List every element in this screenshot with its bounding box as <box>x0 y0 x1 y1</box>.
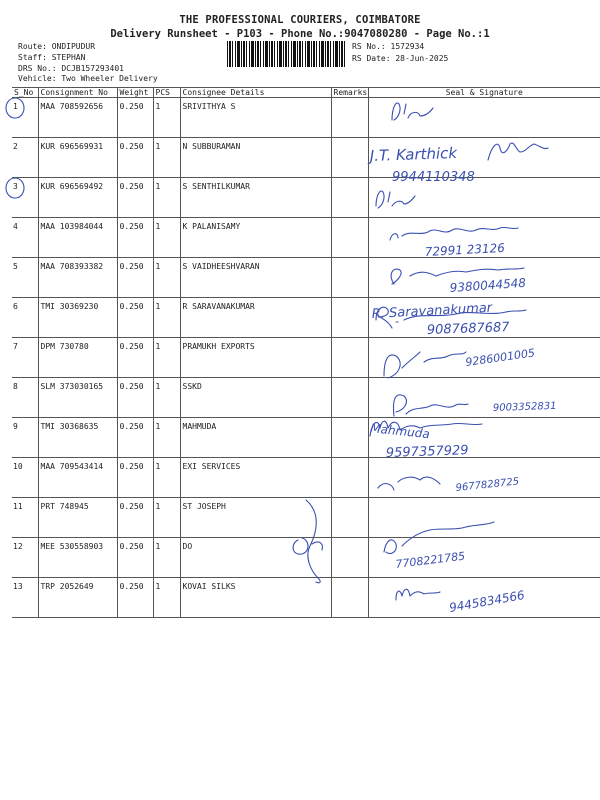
row-consignment-no: DPM 730780 <box>38 338 117 378</box>
row-weight: 0.250 <box>117 218 153 258</box>
signature-2-scribble <box>488 143 548 160</box>
company-title: THE PROFESSIONAL COURIERS, COIMBATORE <box>179 14 421 26</box>
signature-11-flourish <box>306 500 320 583</box>
row-consignment-no: TMI 30369230 <box>38 298 117 338</box>
row-consignee: KOVAI SILKS <box>180 578 331 618</box>
row-sno: 11 <box>12 498 38 538</box>
row-consignment-no: SLM 373030165 <box>38 378 117 418</box>
row-consignment-no: MEE 530558903 <box>38 538 117 578</box>
row-sno: 9 <box>12 418 38 458</box>
route-label: Route: ONDIPUDUR <box>18 42 96 51</box>
row-sno: 6 <box>12 298 38 338</box>
row-pcs: 1 <box>153 498 180 538</box>
sig-12-phone: 7708221785 <box>394 549 466 571</box>
sig-4-phone: 72991 23126 <box>424 240 506 259</box>
row-pcs: 1 <box>153 578 180 618</box>
row-pcs: 1 <box>153 178 180 218</box>
row-pcs: 1 <box>153 98 180 138</box>
row-consignee: K PALANISAMY <box>180 218 331 258</box>
row-consignee: ST JOSEPH <box>180 498 331 538</box>
runsheet-subtitle: Delivery Runsheet - P103 - Phone No.:9047080280 - Page No.:1 <box>110 28 490 40</box>
row-sno: 5 <box>12 258 38 298</box>
drs-number: DRS No.: DCJB157293401 <box>18 64 124 73</box>
row-consignee: N SUBBURAMAN <box>180 138 331 178</box>
signature-13 <box>396 589 440 600</box>
row-pcs: 1 <box>153 378 180 418</box>
signature-1 <box>392 103 433 120</box>
row-pcs: 1 <box>153 138 180 178</box>
signature-12 <box>384 522 494 554</box>
row-consignment-no: MAA 708393382 <box>38 258 117 298</box>
col-sno: S_No <box>12 88 38 98</box>
row-weight: 0.250 <box>117 258 153 298</box>
row-consignee: DO <box>180 538 331 578</box>
row-pcs: 1 <box>153 298 180 338</box>
row-weight: 0.250 <box>117 138 153 178</box>
row-pcs: 1 <box>153 338 180 378</box>
row-consignment-no: TMI 30368635 <box>38 418 117 458</box>
row-sno: 4 <box>12 218 38 258</box>
sig-2-phone: 9944110348 <box>392 170 475 185</box>
row-consignment-no: MAA 709543414 <box>38 458 117 498</box>
sig-13-phone: 9445834566 <box>448 587 526 615</box>
row-weight: 0.250 <box>117 498 153 538</box>
row-sno: 3 <box>12 178 38 218</box>
row-consignment-no: KUR 696569492 <box>38 178 117 218</box>
rs-number: RS No.: 1572934 <box>352 42 425 51</box>
sno-circle-3 <box>6 178 24 198</box>
sig-8-phone: 9003352831 <box>492 400 557 414</box>
sig-9-name: Mahmuda <box>369 421 431 442</box>
col-pcs: PCS <box>153 88 180 98</box>
row-consignment-no: PRT 748945 <box>38 498 117 538</box>
sig-7-phone: 9286001005 <box>464 346 536 369</box>
row-consignee: MAHMUDA <box>180 418 331 458</box>
col-consignee: Consignee Details <box>180 88 331 98</box>
row-weight: 0.250 <box>117 458 153 498</box>
sig-9-phone: 9597357929 <box>385 443 469 461</box>
sig-2-name: J.T. Karthick <box>369 143 458 165</box>
row-consignee: SSKD <box>180 378 331 418</box>
row-pcs: 1 <box>153 218 180 258</box>
row-sno: 13 <box>12 578 38 618</box>
signature-10 <box>378 477 440 490</box>
sno-circle-1 <box>6 98 24 118</box>
row-sno: 8 <box>12 378 38 418</box>
row-pcs: 1 <box>153 258 180 298</box>
row-weight: 0.250 <box>117 98 153 138</box>
row-consignment-no: KUR 696569931 <box>38 138 117 178</box>
signature-7 <box>384 352 466 378</box>
col-consignment: Consignment No <box>38 88 117 98</box>
sig-5-phone: 9380044548 <box>449 275 527 295</box>
row-weight: 0.250 <box>117 298 153 338</box>
signature-8 <box>393 395 468 416</box>
row-sno: 7 <box>12 338 38 378</box>
rs-date: RS Date: 28-Jun-2025 <box>352 54 449 63</box>
row-consignee: S SENTHILKUMAR <box>180 178 331 218</box>
row-consignment-no: MAA 103984044 <box>38 218 117 258</box>
row-weight: 0.250 <box>117 578 153 618</box>
row-consignee: S VAIDHEESHVARAN <box>180 258 331 298</box>
row-sno: 12 <box>12 538 38 578</box>
signature-3 <box>376 191 415 208</box>
sig-6-phone: 9087687687 <box>426 320 510 338</box>
row-weight: 0.250 <box>117 378 153 418</box>
row-consignee: EXI SERVICES <box>180 458 331 498</box>
col-seal-signature: Seal & Signature <box>368 88 600 98</box>
row-consignee: PRAMUKH EXPORTS <box>180 338 331 378</box>
row-consignment-no: TRP 2052649 <box>38 578 117 618</box>
row-sno: 10 <box>12 458 38 498</box>
row-weight: 0.250 <box>117 538 153 578</box>
row-weight: 0.250 <box>117 178 153 218</box>
row-pcs: 1 <box>153 538 180 578</box>
col-remarks: Remarks <box>331 88 368 98</box>
row-sno: 2 <box>12 138 38 178</box>
row-weight: 0.250 <box>117 338 153 378</box>
row-pcs: 1 <box>153 418 180 458</box>
row-pcs: 1 <box>153 458 180 498</box>
sig-6-name: R. Saravanakumar <box>371 300 493 322</box>
row-consignment-no: MAA 708592656 <box>38 98 117 138</box>
row-consignee: R SARAVANAKUMAR <box>180 298 331 338</box>
row-consignee: SRIVITHYA S <box>180 98 331 138</box>
vehicle-label: Vehicle: Two Wheeler Delivery <box>18 74 158 83</box>
col-weight: Weight <box>117 88 153 98</box>
staff-label: Staff: STEPHAN <box>18 53 86 62</box>
signature-4 <box>390 227 518 240</box>
row-sno: 1 <box>12 98 38 138</box>
row-weight: 0.250 <box>117 418 153 458</box>
sig-10-phone: 9677828725 <box>455 476 520 494</box>
